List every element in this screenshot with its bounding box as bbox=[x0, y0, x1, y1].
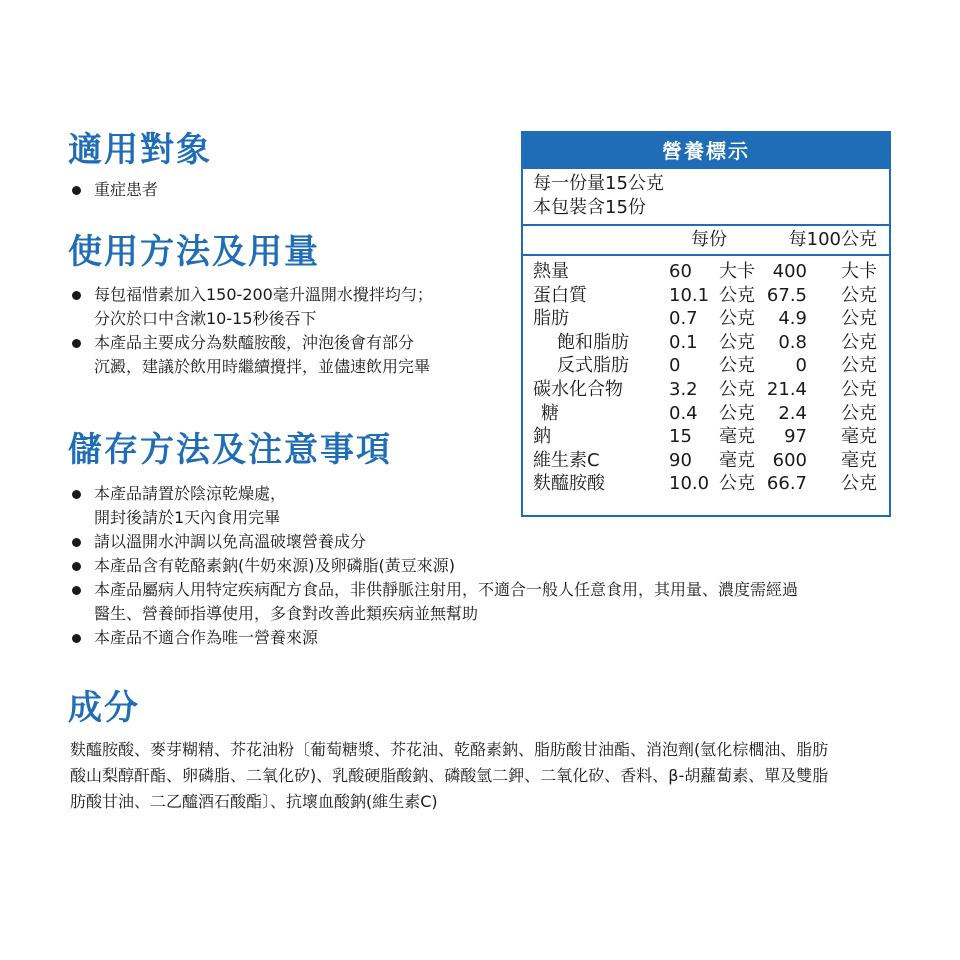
list-item-text: 請以溫開水沖調以免高溫破壞營養成分 bbox=[94, 532, 367, 551]
nutrition-rows bbox=[523, 256, 889, 496]
per-serving-unit: 公克 bbox=[719, 378, 755, 400]
usage-list bbox=[70, 283, 433, 379]
per-100g-value: 600 bbox=[772, 449, 807, 471]
per-100g-value: 400 bbox=[772, 261, 807, 282]
ingredients-text bbox=[70, 737, 910, 815]
per-100g-unit: 公克 bbox=[841, 331, 877, 353]
per-serving-value: 0.1 bbox=[669, 331, 698, 353]
per-100g-value: 0 bbox=[795, 355, 807, 377]
nutrient-name: 反式脂肪 bbox=[557, 355, 629, 377]
nutrition-row bbox=[523, 260, 889, 284]
ingredients-line: 肪酸甘油、二乙醯酒石酸酯〕、抗壞血酸鈉(維生素C) bbox=[70, 792, 438, 811]
list-item-text: 本產品請置於陰涼乾燥處， bbox=[94, 484, 287, 503]
per-serving-unit: 毫克 bbox=[719, 426, 755, 448]
list-item bbox=[70, 554, 798, 578]
ingredients-line: 麩醯胺酸、麥芽糊精、芥花油粉〔葡萄糖漿、芥花油、乾酪素鈉、脂肪酸甘油酯、消泡劑(氫化棕櫚油、脂肪 bbox=[70, 740, 829, 759]
per-100g-unit: 大卡 bbox=[841, 261, 877, 282]
list-item-text: 重症患者 bbox=[94, 180, 159, 199]
per-serving-unit: 公克 bbox=[719, 402, 755, 424]
nutrition-row bbox=[523, 331, 889, 355]
heading-usage: 使用方法及用量 bbox=[68, 232, 320, 272]
ingredients-line: 酸山梨醇酐酯、卵磷脂、二氧化矽)、乳酸硬脂酸鈉、磷酸氫二鉀、二氧化矽、香料、β-胡蘿蔔素、單及雙脂 bbox=[70, 766, 829, 785]
nutrition-row bbox=[523, 307, 889, 331]
nutrient-name: 糖 bbox=[541, 402, 559, 424]
per-100g-value: 67.5 bbox=[766, 284, 807, 306]
per-100g-unit: 公克 bbox=[841, 284, 877, 306]
list-item-text: 本產品含有乾酪素鈉(牛奶來源)及卵磷脂(黃豆來源) bbox=[94, 556, 455, 575]
per-serving-value: 3.2 bbox=[669, 378, 698, 400]
per-serving-value: 10.1 bbox=[669, 284, 710, 306]
per-100g-value: 97 bbox=[784, 426, 807, 448]
heading-storage: 儲存方法及注意事項 bbox=[68, 430, 392, 470]
per-serving-value: 90 bbox=[669, 449, 692, 471]
per-100g-value: 21.4 bbox=[766, 378, 807, 400]
serving-info bbox=[523, 169, 889, 226]
per-serving-value: 0.7 bbox=[669, 308, 698, 330]
nutrition-title: 營養標示 bbox=[523, 133, 889, 169]
list-item-text: 開封後請於1天內食用完畢 bbox=[94, 508, 281, 527]
list-item bbox=[70, 578, 798, 626]
nutrient-name: 飽和脂肪 bbox=[557, 331, 629, 353]
heading-target: 適用對象 bbox=[68, 130, 212, 170]
per-serving-unit: 公克 bbox=[719, 473, 755, 495]
per-100g-unit: 公克 bbox=[841, 402, 877, 424]
per-100g-unit: 公克 bbox=[841, 473, 877, 495]
per-100g-unit: 公克 bbox=[841, 378, 877, 400]
per-serving-value: 10.0 bbox=[669, 473, 710, 495]
nutrition-row bbox=[523, 284, 889, 308]
per-serving-unit: 公克 bbox=[719, 284, 755, 306]
heading-ingredients: 成分 bbox=[68, 688, 140, 728]
nutrition-facts-table bbox=[521, 131, 891, 517]
servings-per-pack: 本包裝含15份 bbox=[533, 197, 646, 218]
column-per-serving: 每份 bbox=[691, 229, 727, 250]
per-100g-value: 66.7 bbox=[766, 473, 807, 495]
serving-size: 每一份量15公克 bbox=[533, 173, 664, 194]
per-serving-value: 60 bbox=[669, 261, 692, 282]
list-item bbox=[70, 283, 433, 331]
per-serving-value: 0 bbox=[669, 355, 681, 377]
nutrient-name: 蛋白質 bbox=[533, 284, 587, 306]
nutrient-name: 維生素C bbox=[533, 449, 600, 471]
list-item-text: 分次於口中含漱10-15秒後吞下 bbox=[94, 309, 317, 328]
per-serving-unit: 公克 bbox=[719, 355, 755, 377]
list-item-text: 本產品屬病人用特定疾病配方食品，非供靜脈注射用，不適合一般人任意食用，其用量、濃度需經過 bbox=[94, 580, 799, 599]
nutrient-name: 碳水化合物 bbox=[533, 378, 623, 400]
nutrient-name: 麩醯胺酸 bbox=[533, 473, 605, 495]
list-item-text: 醫生、營養師指導使用，多食對改善此類疾病並無幫助 bbox=[94, 604, 479, 623]
list-item bbox=[70, 331, 433, 379]
list-item bbox=[70, 178, 158, 202]
list-item-text: 本產品主要成分為麩醯胺酸，沖泡後會有部分 bbox=[94, 333, 415, 352]
per-100g-unit: 毫克 bbox=[841, 426, 877, 448]
per-100g-value: 4.9 bbox=[778, 308, 807, 330]
nutrient-name: 鈉 bbox=[533, 426, 551, 448]
nutrition-row bbox=[523, 354, 889, 378]
per-serving-value: 15 bbox=[669, 426, 692, 448]
per-100g-value: 2.4 bbox=[778, 402, 807, 424]
list-item-text: 每包福惜素加入150-200毫升溫開水攪拌均勻； bbox=[94, 285, 433, 304]
nutrient-name: 脂肪 bbox=[533, 308, 569, 330]
per-100g-value: 0.8 bbox=[778, 331, 807, 353]
nutrition-row bbox=[523, 472, 889, 496]
per-serving-unit: 公克 bbox=[719, 308, 755, 330]
per-serving-unit: 毫克 bbox=[719, 449, 755, 471]
nutrition-row bbox=[523, 425, 889, 449]
per-100g-unit: 公克 bbox=[841, 355, 877, 377]
per-serving-unit: 大卡 bbox=[719, 261, 755, 282]
nutrition-row bbox=[523, 449, 889, 473]
list-item-text: 本產品不適合作為唯一營養來源 bbox=[94, 628, 319, 647]
per-serving-unit: 公克 bbox=[719, 331, 755, 353]
list-item bbox=[70, 626, 798, 650]
nutrition-row bbox=[523, 402, 889, 426]
nutrition-row bbox=[523, 378, 889, 402]
nutrient-name: 熱量 bbox=[533, 261, 569, 282]
per-100g-unit: 毫克 bbox=[841, 449, 877, 471]
column-per-100g: 每100公克 bbox=[788, 229, 877, 250]
list-item-text: 沉澱，建議於飲用時繼續攪拌，並儘速飲用完畢 bbox=[94, 357, 431, 376]
list-item bbox=[70, 530, 798, 554]
nutrition-column-header bbox=[523, 226, 889, 256]
per-100g-unit: 公克 bbox=[841, 308, 877, 330]
per-serving-value: 0.4 bbox=[669, 402, 698, 424]
target-list bbox=[70, 178, 158, 202]
